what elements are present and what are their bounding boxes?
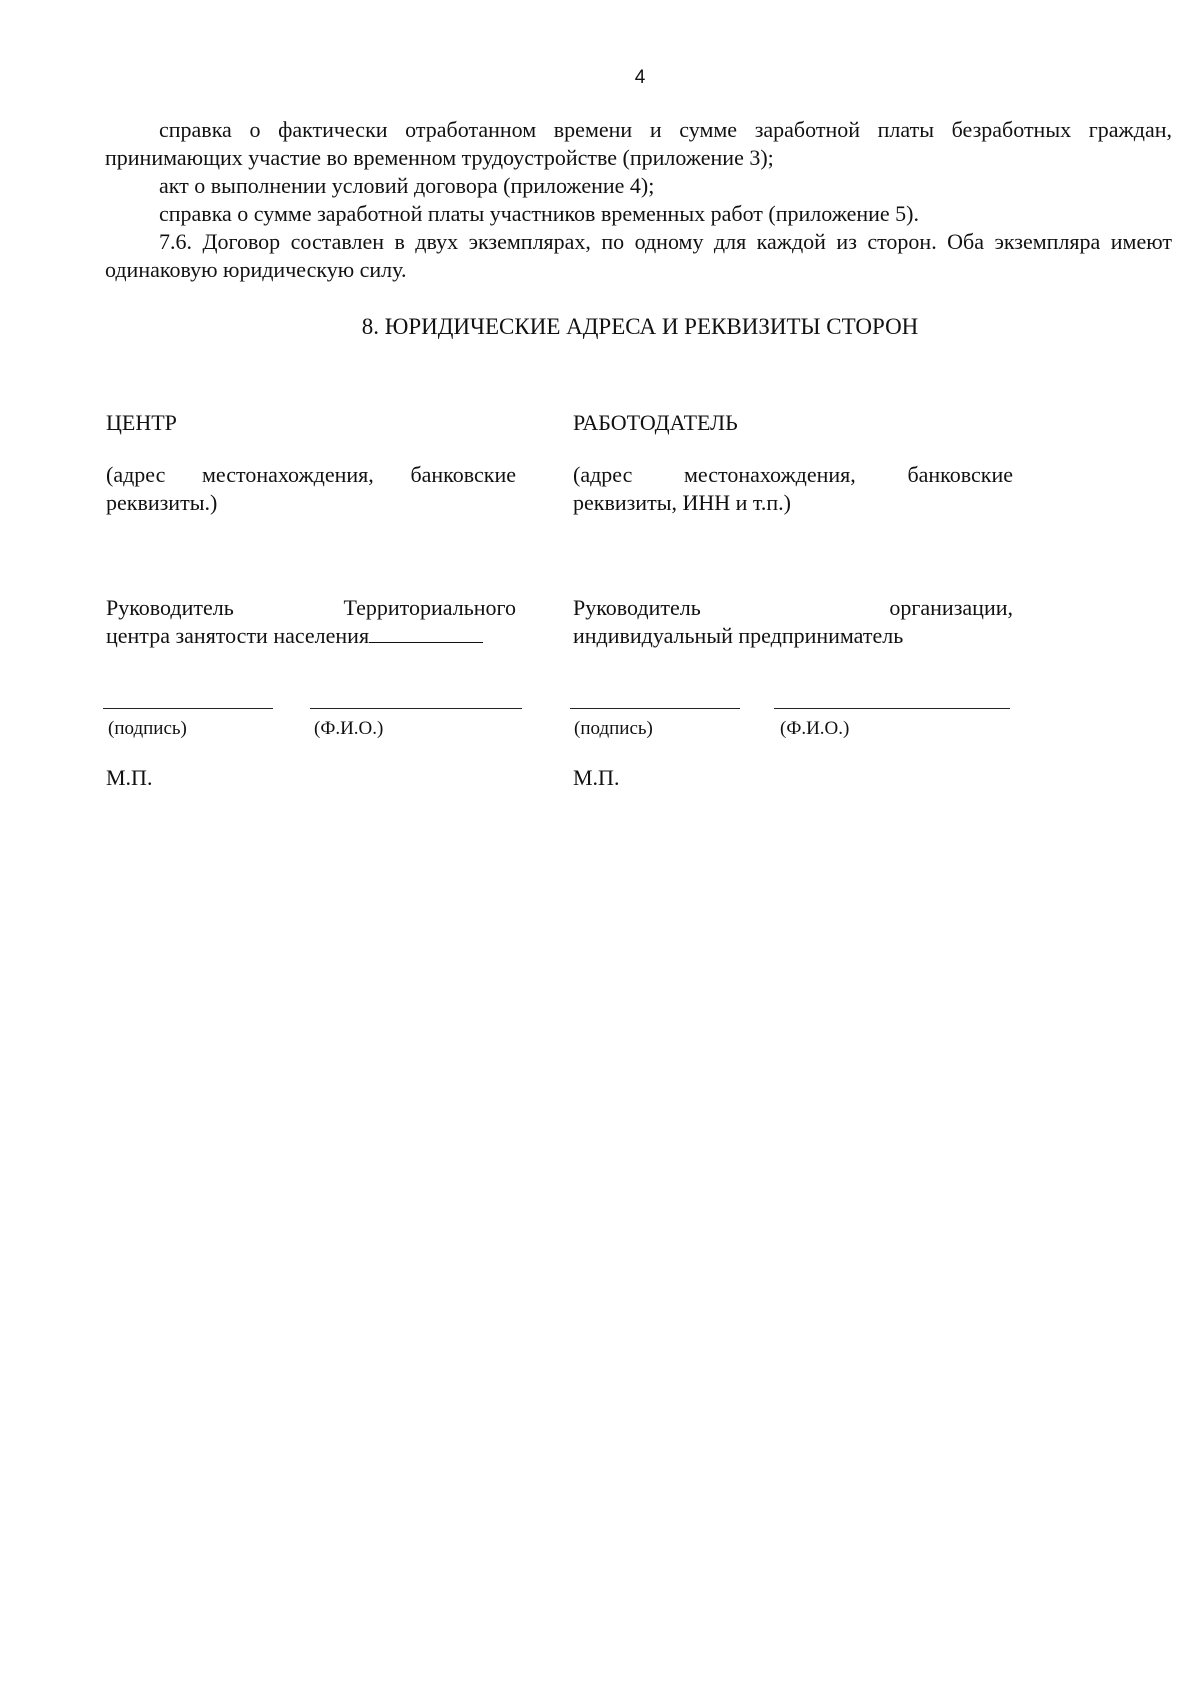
clause-paragraph: справка о фактически отработанном времени и сумме заработной платы безработных граждан, принимающих участие во временном трудоустройстве (приложение 3); (105, 117, 1172, 170)
page-number: 4 (634, 67, 646, 88)
center-head-line-2 (106, 622, 516, 650)
center-head-word: Руководитель (106, 595, 234, 620)
center-signature-line (103, 708, 273, 709)
center-head-block (106, 594, 516, 650)
employer-head-line-1 (573, 594, 1013, 622)
employer-stamp: М.П. (573, 765, 620, 790)
center-head-line-1 (106, 594, 516, 622)
clause-paragraph: справка о сумме заработной платы участников временных работ (приложение 5). (159, 201, 920, 226)
center-signature-label: (подпись) (108, 718, 187, 739)
employer-name-label: (Ф.И.О.) (780, 718, 850, 739)
employer-head-word: Руководитель (573, 595, 701, 620)
center-stamp: М.П. (106, 765, 153, 790)
employer-title: РАБОТОДАТЕЛЬ (573, 410, 738, 435)
contract-clauses (105, 116, 1172, 284)
center-requisites: (адрес местонахождения, банковские реквизиты.) (106, 462, 516, 515)
center-name-label: (Ф.И.О.) (314, 718, 384, 739)
center-name-line (310, 708, 522, 709)
clause-paragraph: акт о выполнении условий договора (приложение 4); (159, 173, 655, 198)
center-head-word-2: Территориального (343, 595, 516, 620)
employer-signature-label: (подпись) (574, 718, 653, 739)
center-blank-line (369, 622, 483, 643)
section-title: 8. ЮРИДИЧЕСКИЕ АДРЕСА И РЕКВИЗИТЫ СТОРОН (361, 314, 919, 339)
clause-paragraph: 7.6. Договор составлен в двух экземплярах, по одному для каждой из сторон. Оба экземпляра имеют одинаковую юридическую силу. (105, 229, 1172, 282)
employer-head-line-2: индивидуальный предприниматель (573, 623, 904, 648)
employer-name-line (774, 708, 1010, 709)
center-title: ЦЕНТР (106, 410, 177, 435)
employer-requisites: (адрес местонахождения, банковские реквизиты, ИНН и т.п.) (573, 462, 1013, 515)
employer-head-word-2: организации, (889, 595, 1013, 620)
center-head-text: центра занятости населения (106, 623, 370, 648)
employer-head-block (573, 594, 1013, 650)
employer-signature-line (570, 708, 740, 709)
